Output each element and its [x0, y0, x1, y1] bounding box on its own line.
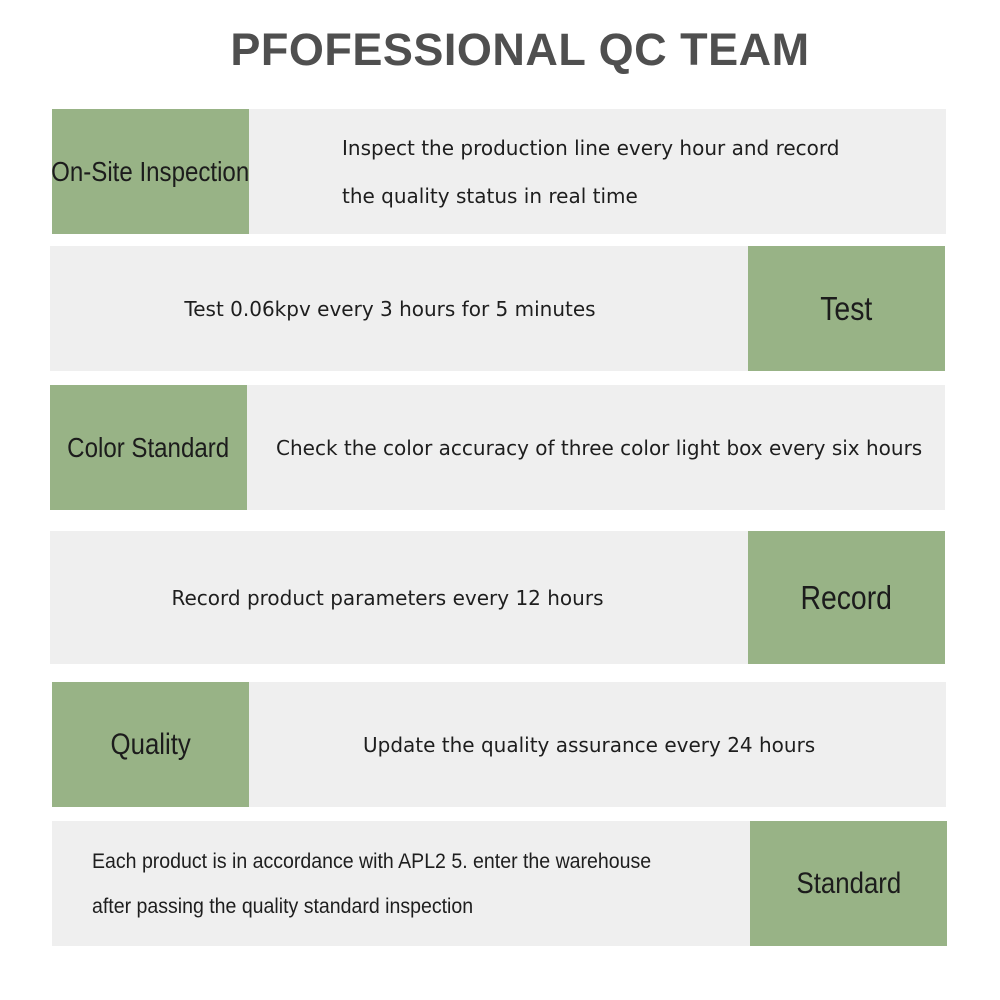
row-description: [50, 531, 725, 664]
description-line: after passing the quality standard inspection: [92, 894, 474, 918]
qc-row-on-site-inspection: [52, 109, 946, 234]
qc-row-record: [50, 531, 945, 664]
row-description: [342, 109, 839, 234]
row-tag-label: Record: [800, 578, 893, 616]
row-tag: [52, 109, 249, 234]
row-tag: [52, 682, 249, 807]
page-title: PFOFESSIONAL QC TEAM: [230, 24, 810, 75]
row-tag-label: Standard: [796, 866, 901, 900]
description-line: Record product parameters every 12 hours: [171, 585, 604, 610]
row-tag-label: Color Standard: [67, 431, 230, 463]
description-line: Test 0.06kpv every 3 hours for 5 minutes: [184, 296, 596, 321]
row-tag-label: On-Site Inspection: [51, 155, 250, 187]
row-tag: [748, 246, 945, 371]
description-line: the quality status in real time: [342, 183, 638, 208]
description-line: Check the color accuracy of three color light box every six hours: [276, 435, 923, 460]
qc-row-color-standard: [50, 385, 945, 510]
row-description: [92, 821, 693, 946]
row-tag-label: Test: [820, 289, 873, 327]
row-tag-label: Quality: [110, 727, 191, 761]
qc-row-quality: [52, 682, 946, 807]
row-description: [50, 246, 730, 371]
row-tag: [748, 531, 945, 664]
row-tag: [50, 385, 247, 510]
row-description: [276, 385, 922, 510]
qc-row-test: [50, 246, 945, 371]
qc-row-standard: [52, 821, 947, 946]
description-line: Inspect the production line every hour and record: [342, 135, 840, 160]
description-line: Update the quality assurance every 24 hours: [363, 732, 816, 757]
description-line: Each product is in accordance with APL2 5. enter the warehouse: [92, 849, 652, 873]
row-tag: [750, 821, 947, 946]
row-description: [363, 682, 815, 807]
